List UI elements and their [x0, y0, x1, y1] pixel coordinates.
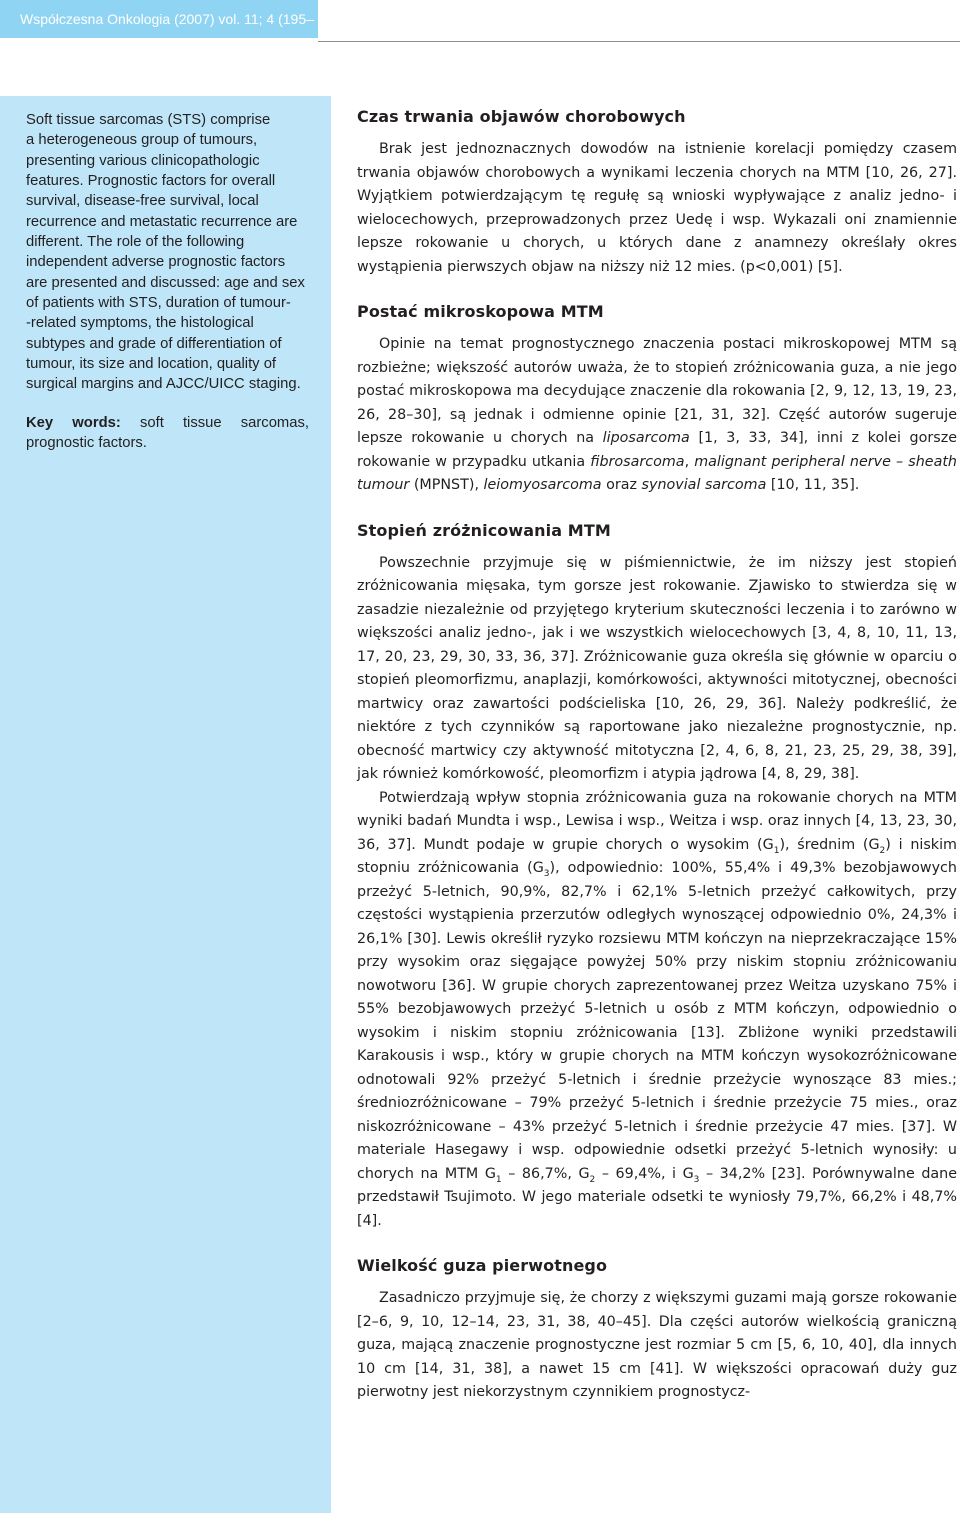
section-heading: Czas trwania objawów chorobowych [357, 107, 686, 126]
abstract-line: Soft tissue sarcomas (STS) comprise [26, 112, 271, 128]
abstract-line: of patients with STS, duration of tumour- [26, 295, 291, 312]
section-heading: Postać mikroskopowa MTM [357, 302, 604, 321]
paragraph: Brak jest jednoznacznych dowodów na istnienie korelacji pomiędzy czasem trwania objawów chorobowych a wynikami leczenia chorych na MTM [10, 26, 27]. Wyjątkiem potwierdzającym tę regułę są wnioski wypływające z analiz jedno- i wielocechowych, przeprowadzonych przez Uedę i wsp. Wykazali oni znamiennie lepsze rokowanie u chorych, u których dane z anamnezy określały okres wystąpienia pierwszych objaw na niższy niż 12 mies. (p<0,001) [5]. [357, 141, 957, 275]
text-run: , [684, 453, 695, 470]
article-body [357, 106, 957, 1427]
abstract-line: are presented and discussed: age and sex [26, 274, 305, 291]
text-run: ), odpowiednio: 100%, 55,4% i 49,3% bezobjawowych przeżyć 5-letnich, 90,9%, 82,7% i 62,1% 5-letnich przeżyć całkowitych, przy częstości wystąpienia przerzutów odległych wynoszącej odpowiednio 0%, 24,3% i 26,1% [30]. Lewis określił ryzyko rozsiewu MTM kończyn na nieprzekraczające 15% przy wysokim oraz sięgające powyżej 50% przy niskim stopniu zróżnicowaniu nowotworu [36]. W grupie chorych zaprezentowanej przez Weitza uzyskano 75% i 55% bezobjawowych przeżyć 5-letnich u osób z MTM kończyn, odpowiednio o wysokim i niskim stopniu zróżnicowania [13]. Zbliżone wyniki przedstawili Karakousis i wsp., który w grupie chorych na MTM kończyn wysokozróżnicowane odnotowali 92% przeżyć 5-letnich i średnie przeżycie wynoszące 83 mies.; średniozróżnicowane – 79% przeżyć 5-letnich i średnie przeżycie 75 mies., oraz niskozróżnicowane – 43% przeżyć 5-letnich i średnie przeżycie 47 mies. [37]. W materiale Hasegawy i wsp. odpowiednie odsetki przeżyć 5-letnich wynosiły: u chorych na MTM G [357, 860, 957, 1182]
term-mpnst: malignant peripheral nerve – sheath tumour [357, 453, 957, 493]
section-symptom-duration [357, 106, 957, 279]
section-heading: Wielkość guza pierwotnego [357, 1256, 608, 1275]
abstract-line: a heterogeneous group of tumours, [26, 132, 258, 149]
term-synovial-sarcoma: synovial sarcoma [641, 477, 767, 493]
paragraph: Powszechnie przyjmuje się w piśmiennictwie, że im niższy jest stopień zróżnicowania mięsaka, tym gorsze jest rokowanie. Zjawisko to stwierdza się w zasadzie niezależnie od przyjętego kryterium skuteczności leczenia i to zarówno w większości analiz jedno-, jak i we wszystkich wielocechowych [3, 4, 8, 10, 11, 13, 17, 20, 23, 29, 30, 33, 36, 37]. Zróżnicowanie guza określa się głównie w oparciu o stopień pleomorfizmu, anaplazji, komórkowości, aktywności mitotycznej, obecności martwicy oraz zawartości podścieliska [10, 26, 29, 36]. Należy podkreślić, że niektóre z tych czynników są raportowane jako niezależne prognostycznie, np. obecność martwicy czy aktywność mitotyczna [2, 4, 6, 8, 21, 23, 25, 29, 38, 39], jak również komórkowość, pleomorfizm i atypia jądrowa [4, 8, 29, 38]. [357, 554, 957, 782]
text-run: ) i niskim stopniu zróżnicowania (G [357, 836, 957, 876]
abstract-line: recurrence and metastatic recurrence are [26, 213, 298, 230]
paragraph: Zasadniczo przyjmuje się, że chorzy z większymi guzami mają gorsze rokowanie [2–6, 9, 10, 12–14, 23, 31, 38, 40–45]. Dla części autorów wielkością graniczną guza, mającą znaczenie prognostyczne jest rozmiar 5 cm [5, 6, 10, 40], dla innych 10 cm [14, 31, 38], a nawet 15 cm [41]. W większości opracowań duży guz pierwotny jest niekorzystnym czynnikiem prognostycz- [357, 1290, 957, 1400]
subscript: 1 [773, 845, 780, 856]
text-run: [10, 11, 35]. [766, 477, 860, 493]
text-run: Opinie na temat prognostycznego znaczenia postaci mikroskopowej MTM są rozbieżne; większość autorów uważa, że to stopień zróżnicowania guza, a nie jego postać mikroskopowa ma decydujące znaczenie dla rokowania [2, 9, 12, 13, 19, 23, 26, 28–30], są jednak i odmienne opinie [21, 31, 32]. Część autorów sugeruje lepsze rokowanie u chorych na [357, 336, 957, 446]
keywords-label: Key words: [26, 414, 121, 431]
abstract-line: survival, disease-free survival, local [26, 193, 259, 210]
term-liposarcoma: liposarcoma [602, 430, 690, 446]
keywords-text: soft tissue sarcomas, prognostic factors. [26, 414, 309, 452]
abstract-line: subtypes and grade of differentiation of [26, 335, 282, 352]
text-run: – 69,4%, i G [595, 1165, 694, 1182]
section-microscopic-type [357, 301, 957, 498]
abstract-line: surgical margins and AJCC/UICC staging. [26, 376, 301, 393]
abstract-line: tumour, its size and location, quality of [26, 356, 277, 373]
text-run: – 34,2% [23]. Porównywalne dane przedstawił Tsujimoto. W jego materiale odsetki te wyniosły 79,7%, 66,2% i 48,7% [4]. [357, 1165, 958, 1229]
text-run: ), średnim (G [779, 836, 880, 853]
abstract-sidebar [0, 96, 331, 1513]
keywords [26, 413, 309, 454]
text-run: – 86,7%, G [501, 1165, 590, 1182]
section-tumour-size [357, 1255, 957, 1405]
term-fibrosarcoma: fibrosarcoma [590, 453, 685, 470]
text-run: (MPNST), [409, 477, 484, 493]
subscript: 3 [543, 868, 550, 879]
text-run: Potwierdzają wpływ stopnia zróżnicowania guza na rokowanie chorych na MTM wyniki badań Mundta i wsp., Lewisa i wsp., Weitza i wsp. oraz innych [4, 13, 23, 30, 36, 37]. Mundt podaje w grupie chorych o wysokim (G [357, 789, 957, 853]
subscript: 1 [495, 1174, 502, 1185]
abstract-line: presenting various clinicopathologic [26, 152, 260, 169]
subscript: 2 [589, 1174, 596, 1185]
text-run: [1, 3, 33, 34], inni z kolei gorsze rokowanie w przypadku utkania [357, 430, 958, 470]
abstract-line: features. Prognostic factors for overall [26, 173, 276, 190]
abstract-line: independent adverse prognostic factors [26, 254, 286, 271]
paragraph [357, 787, 957, 1234]
subscript: 3 [693, 1174, 700, 1185]
abstract-line: -related symptoms, the histological [26, 315, 254, 332]
journal-citation: Współczesna Onkologia (2007) vol. 11; 4 (195–199) [20, 11, 314, 65]
header-rule [318, 41, 960, 42]
section-heading: Stopień zróżnicowania MTM [357, 520, 611, 540]
abstract-text [26, 110, 309, 395]
text-run: oraz [601, 477, 642, 493]
running-head [0, 0, 318, 65]
subscript: 2 [879, 845, 886, 856]
term-leiomyosarcoma: leiomyosarcoma [483, 477, 602, 493]
paragraph [357, 333, 957, 498]
section-grade [357, 520, 957, 1234]
abstract-line: different. The role of the following [26, 234, 245, 251]
